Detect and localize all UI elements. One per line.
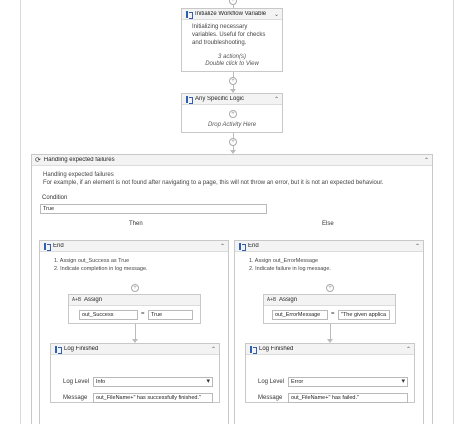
sequence-icon: [185, 96, 192, 103]
message-input[interactable]: out_FileName+" has failed.": [288, 393, 408, 403]
message-label: Message: [63, 395, 88, 401]
activity-header: [69, 295, 200, 306]
annotation-line: variables. Useful for checks: [192, 32, 266, 38]
message-input[interactable]: out_FileName+" has successfully finished.": [93, 393, 213, 403]
log-level-label: Log Level: [63, 379, 90, 385]
assign-icon: A+B: [267, 297, 277, 303]
actions-count: 3 action(s): [217, 54, 246, 60]
activity-title: Log Finished: [64, 346, 99, 352]
activity-header: [51, 344, 219, 355]
double-click-hint: Double click to View: [205, 61, 259, 67]
activity-title: End: [248, 243, 259, 249]
initialize-workflow-variable-activity[interactable]: [181, 8, 283, 72]
sequence-icon: [238, 243, 245, 250]
equals-sign: =: [141, 311, 145, 317]
condition-input[interactable]: True: [40, 204, 267, 214]
add-activity-icon[interactable]: +: [229, 110, 237, 118]
annotation-item: 2. Indicate failure in log message.: [249, 266, 331, 272]
annotation-line: Initializing necessary: [192, 24, 248, 30]
message-label: Message: [258, 395, 283, 401]
collapse-icon[interactable]: ⌃: [414, 243, 420, 250]
activity-header: [264, 295, 395, 306]
activity-title: Initialize Workflow Variable: [195, 11, 267, 17]
assign-icon: A+B: [72, 297, 82, 303]
assign-activity[interactable]: [263, 294, 396, 324]
collapse-icon[interactable]: ⌃: [219, 243, 225, 250]
sequence-icon: [185, 11, 192, 18]
sequence-icon: [43, 243, 50, 250]
else-end-sequence[interactable]: [234, 240, 424, 424]
annotation-line: For example, if an element is not found after navigating to a page, this will not throw an error, but it is not an expected behaviour.: [43, 180, 384, 186]
log-message-icon: [54, 346, 61, 353]
log-message-icon: [249, 346, 256, 353]
add-activity-top-icon[interactable]: +: [229, 0, 237, 5]
log-finished-activity[interactable]: [245, 343, 415, 403]
activity-annotation: [182, 20, 282, 50]
drop-activity-hint[interactable]: Drop Activity Here: [207, 122, 257, 128]
equals-sign: =: [331, 311, 335, 317]
assign-value-input[interactable]: True: [148, 310, 193, 320]
condition-label: Condition: [42, 195, 68, 201]
collapse-icon[interactable]: ⌃: [210, 346, 216, 353]
annotation-line: Handling expected failures: [43, 172, 114, 178]
annotation-item: 1. Assign out_Success as True: [54, 258, 130, 264]
any-specific-logic-activity[interactable]: [181, 93, 283, 133]
add-activity-icon[interactable]: +: [229, 138, 237, 146]
else-label: Else: [322, 221, 334, 227]
activity-header: [40, 241, 228, 252]
activity-annotation: [43, 171, 384, 187]
annotation-item: 2. Indicate completion in log message.: [54, 266, 148, 272]
log-level-label: Log Level: [258, 379, 285, 385]
collapse-icon[interactable]: ⌃: [423, 157, 429, 164]
then-end-sequence[interactable]: [39, 240, 229, 424]
if-icon: ⟳: [35, 157, 41, 164]
log-level-select[interactable]: Error ▾: [288, 377, 408, 387]
assign-activity[interactable]: [68, 294, 201, 324]
activity-title: End: [53, 243, 64, 249]
log-finished-activity[interactable]: [50, 343, 220, 403]
log-level-select[interactable]: Info ▾: [93, 377, 213, 387]
add-activity-icon[interactable]: +: [131, 284, 139, 292]
activity-title: Handling expected failures: [43, 157, 115, 163]
collapse-icon[interactable]: ⌃: [273, 96, 279, 103]
activity-title: Assign: [84, 297, 103, 303]
expand-icon[interactable]: ⌄: [273, 11, 279, 18]
activity-header: [32, 155, 432, 166]
activity-header: [182, 9, 282, 20]
activity-title: Log Finished: [259, 346, 294, 352]
add-activity-icon[interactable]: +: [229, 77, 237, 85]
activity-header: [235, 241, 423, 252]
activity-title: Assign: [279, 297, 298, 303]
activity-header: [246, 344, 414, 355]
add-activity-icon[interactable]: +: [326, 284, 334, 292]
assign-to-input[interactable]: out_Success: [79, 310, 138, 320]
assign-value-input[interactable]: "The given applica: [338, 310, 390, 320]
assign-to-input[interactable]: out_ErrorMessage: [272, 310, 328, 320]
annotation-line: and troubleshooting.: [192, 40, 247, 46]
then-label: Then: [129, 221, 143, 227]
collapse-icon[interactable]: ⌃: [405, 346, 411, 353]
activity-header: [182, 94, 282, 105]
activity-title: Any Specific Logic: [195, 96, 245, 102]
annotation-item: 1. Assign out_ErrorMessage: [249, 258, 319, 264]
